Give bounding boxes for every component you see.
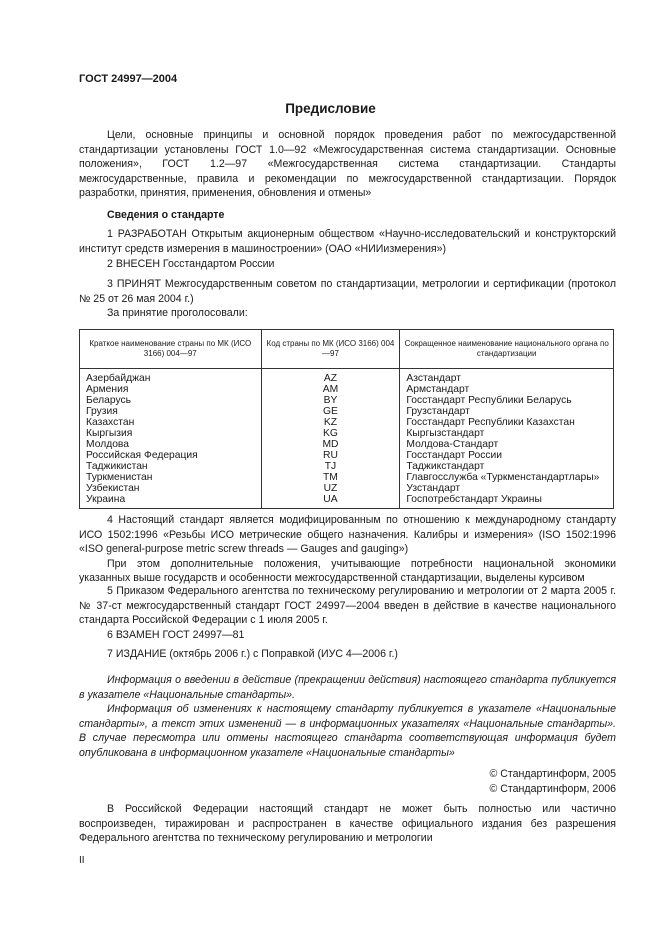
country-name: Российская Федерация <box>86 450 198 461</box>
country-name: Узбекистан <box>86 483 140 494</box>
standards-body: Грузстандарт <box>406 406 470 417</box>
standards-body: Азстандарт <box>406 373 461 384</box>
copyright-line: © Стандартинформ, 2005 <box>489 768 616 780</box>
notes-block <box>79 673 616 760</box>
item-4 <box>79 513 616 586</box>
item-7-text: 7 ИЗДАНИЕ (октябрь 2006 г.) с Поправкой (ИУС 4—2006 г.) <box>107 648 398 660</box>
item-6-text: 6 ВЗАМЕН ГОСТ 24997—81 <box>107 629 245 641</box>
standards-body: Молдова-Стандарт <box>406 439 499 450</box>
country-code: KZ <box>323 417 338 428</box>
table-header-row <box>80 330 614 369</box>
header-code: Код страны по МК (ИСО 3166) 004—97 <box>261 330 400 369</box>
country-column <box>80 369 262 509</box>
country-name: Молдова <box>86 439 130 450</box>
country-name: Казахстан <box>86 417 135 428</box>
country-name: Кыргызия <box>86 428 133 439</box>
country-code: MD <box>322 439 339 450</box>
country-name: Армения <box>86 384 129 395</box>
country-code: AZ <box>323 373 338 384</box>
item-2 <box>79 257 616 272</box>
country-code: RU <box>323 450 338 461</box>
voting-table <box>79 329 614 509</box>
country-name: Грузия <box>86 406 118 417</box>
body-column <box>400 369 614 509</box>
standards-body: Армстандарт <box>406 384 470 395</box>
copyright-block <box>79 767 616 796</box>
header-country: Краткое наименование страны по МК (ИСО 3166) 004—97 <box>80 330 262 369</box>
item-1-text: 1 РАЗРАБОТАН Открытым акционерным обществом «Научно-исследовательский и конструкторский институт средств измерения в машиностроении» (ОАО «НИИизмерения») <box>79 228 616 255</box>
country-name: Украина <box>86 494 126 505</box>
standards-body: Таджикстандарт <box>406 461 485 472</box>
header-body: Сокращенное наименование национального органа по стандартизации <box>400 330 614 369</box>
item-3 <box>79 277 616 321</box>
item-4-text: 4 Настоящий стандарт является модифицированным по отношению к международному стандарту ИСО 1502:1996 «Резьбы ИСО метрические общего назначения. Калибры и измерения» (ISO 1502:1996 «ISO general-purpose metric screw threads — Gauges and gauging») <box>79 514 616 555</box>
code-column <box>261 369 400 509</box>
standards-body: Госстандарт Республики Беларусь <box>406 395 572 406</box>
country-code: UA <box>323 494 338 505</box>
standards-body: Главгосслужба «Туркменстандартлары» <box>406 472 600 483</box>
reproduction-text: В Российской Федерации настоящий стандарт не может быть полностью или частично воспроизведен, тиражирован и распространен в качестве официального издания без разрешения Федерального агентства по техническому регулированию и метрологии <box>79 803 616 844</box>
item-6 <box>79 628 616 643</box>
country-code: AM <box>322 384 339 395</box>
item-3-text: 3 ПРИНЯТ Межгосударственным советом по стандартизации, метрологии и сертификации (протокол № 25 от 26 мая 2004 г.) <box>79 278 616 305</box>
country-code: KG <box>323 428 338 439</box>
country-name: Таджикистан <box>86 461 148 472</box>
intro-paragraph <box>79 128 616 201</box>
country-name: Туркменистан <box>86 472 153 483</box>
item-5 <box>79 584 616 628</box>
standards-body: Госстандарт России <box>406 450 503 461</box>
country-code: TM <box>323 472 338 483</box>
country-name: Беларусь <box>86 395 132 406</box>
copyright-line: © Стандартинформ, 2006 <box>489 782 616 795</box>
standards-body: Узстандарт <box>406 483 461 494</box>
intro-text: Цели, основные принципы и основной порядок проведения работ по межгосударственной стандартизации установлены ГОСТ 1.0—92 «Межгосударственная система стандартизации. Основные положения», ГОСТ 1.2—97 «Межгосударственная система стандартизации. Стандарты межгосударственные, правила и рекомендации по межгосударственной стандартизации. Порядок разработки, принятия, применения, обновления и отмены» <box>79 129 616 199</box>
note-introduction: Информация о введении в действие (прекращении действия) настоящего стандарта публикуется в указателе «Национальные стандарты». <box>79 674 616 701</box>
item-5-text: 5 Приказом Федерального агентства по техническому регулированию и метрологии от 2 марта 2005 г. № 37-ст межгосударственный стандарт ГОСТ 24997—2004 введен в действие в качестве национального стандарта Российской Федерации с 1 июля 2005 г. <box>79 585 616 626</box>
country-code: GE <box>323 406 338 417</box>
page-number: II <box>79 855 85 866</box>
page-title: Предисловие <box>285 101 376 116</box>
country-code: BY <box>323 395 338 406</box>
country-code: TJ <box>324 461 337 472</box>
country-name: Азербайджан <box>86 373 151 384</box>
item-3-voted: За принятие проголосовали: <box>107 307 248 319</box>
document-code: ГОСТ 24997—2004 <box>79 73 178 85</box>
standards-body: Кыргызстандарт <box>406 428 485 439</box>
info-heading: Сведения о стандарте <box>107 209 225 221</box>
standards-body: Госпотребстандарт Украины <box>406 494 542 505</box>
country-code: UZ <box>323 483 338 494</box>
item-7 <box>79 647 616 662</box>
info-heading-block <box>79 208 616 223</box>
note-changes: Информация об изменениях к настоящему стандарту публикуется в указателе «Национальные стандарты», а текст этих изменений — в информационных указателях «Национальные стандарты». В случае пересмотра или отмены настоящего стандарта соответствующая информация будет опубликована в информационном указателе «Национальные стандарты» <box>79 703 616 759</box>
table-row <box>80 369 614 509</box>
item-4-note: При этом дополнительные положения, учитывающие потребности национальной экономики указанных выше государств и особенности межгосударственной стандартизации, выделены курсивом <box>79 557 616 584</box>
standards-body: Госстандарт Республики Казахстан <box>406 417 575 428</box>
item-1 <box>79 227 616 256</box>
item-2-text: 2 ВНЕСЕН Госстандартом России <box>107 258 275 270</box>
reproduction-notice <box>79 802 616 846</box>
